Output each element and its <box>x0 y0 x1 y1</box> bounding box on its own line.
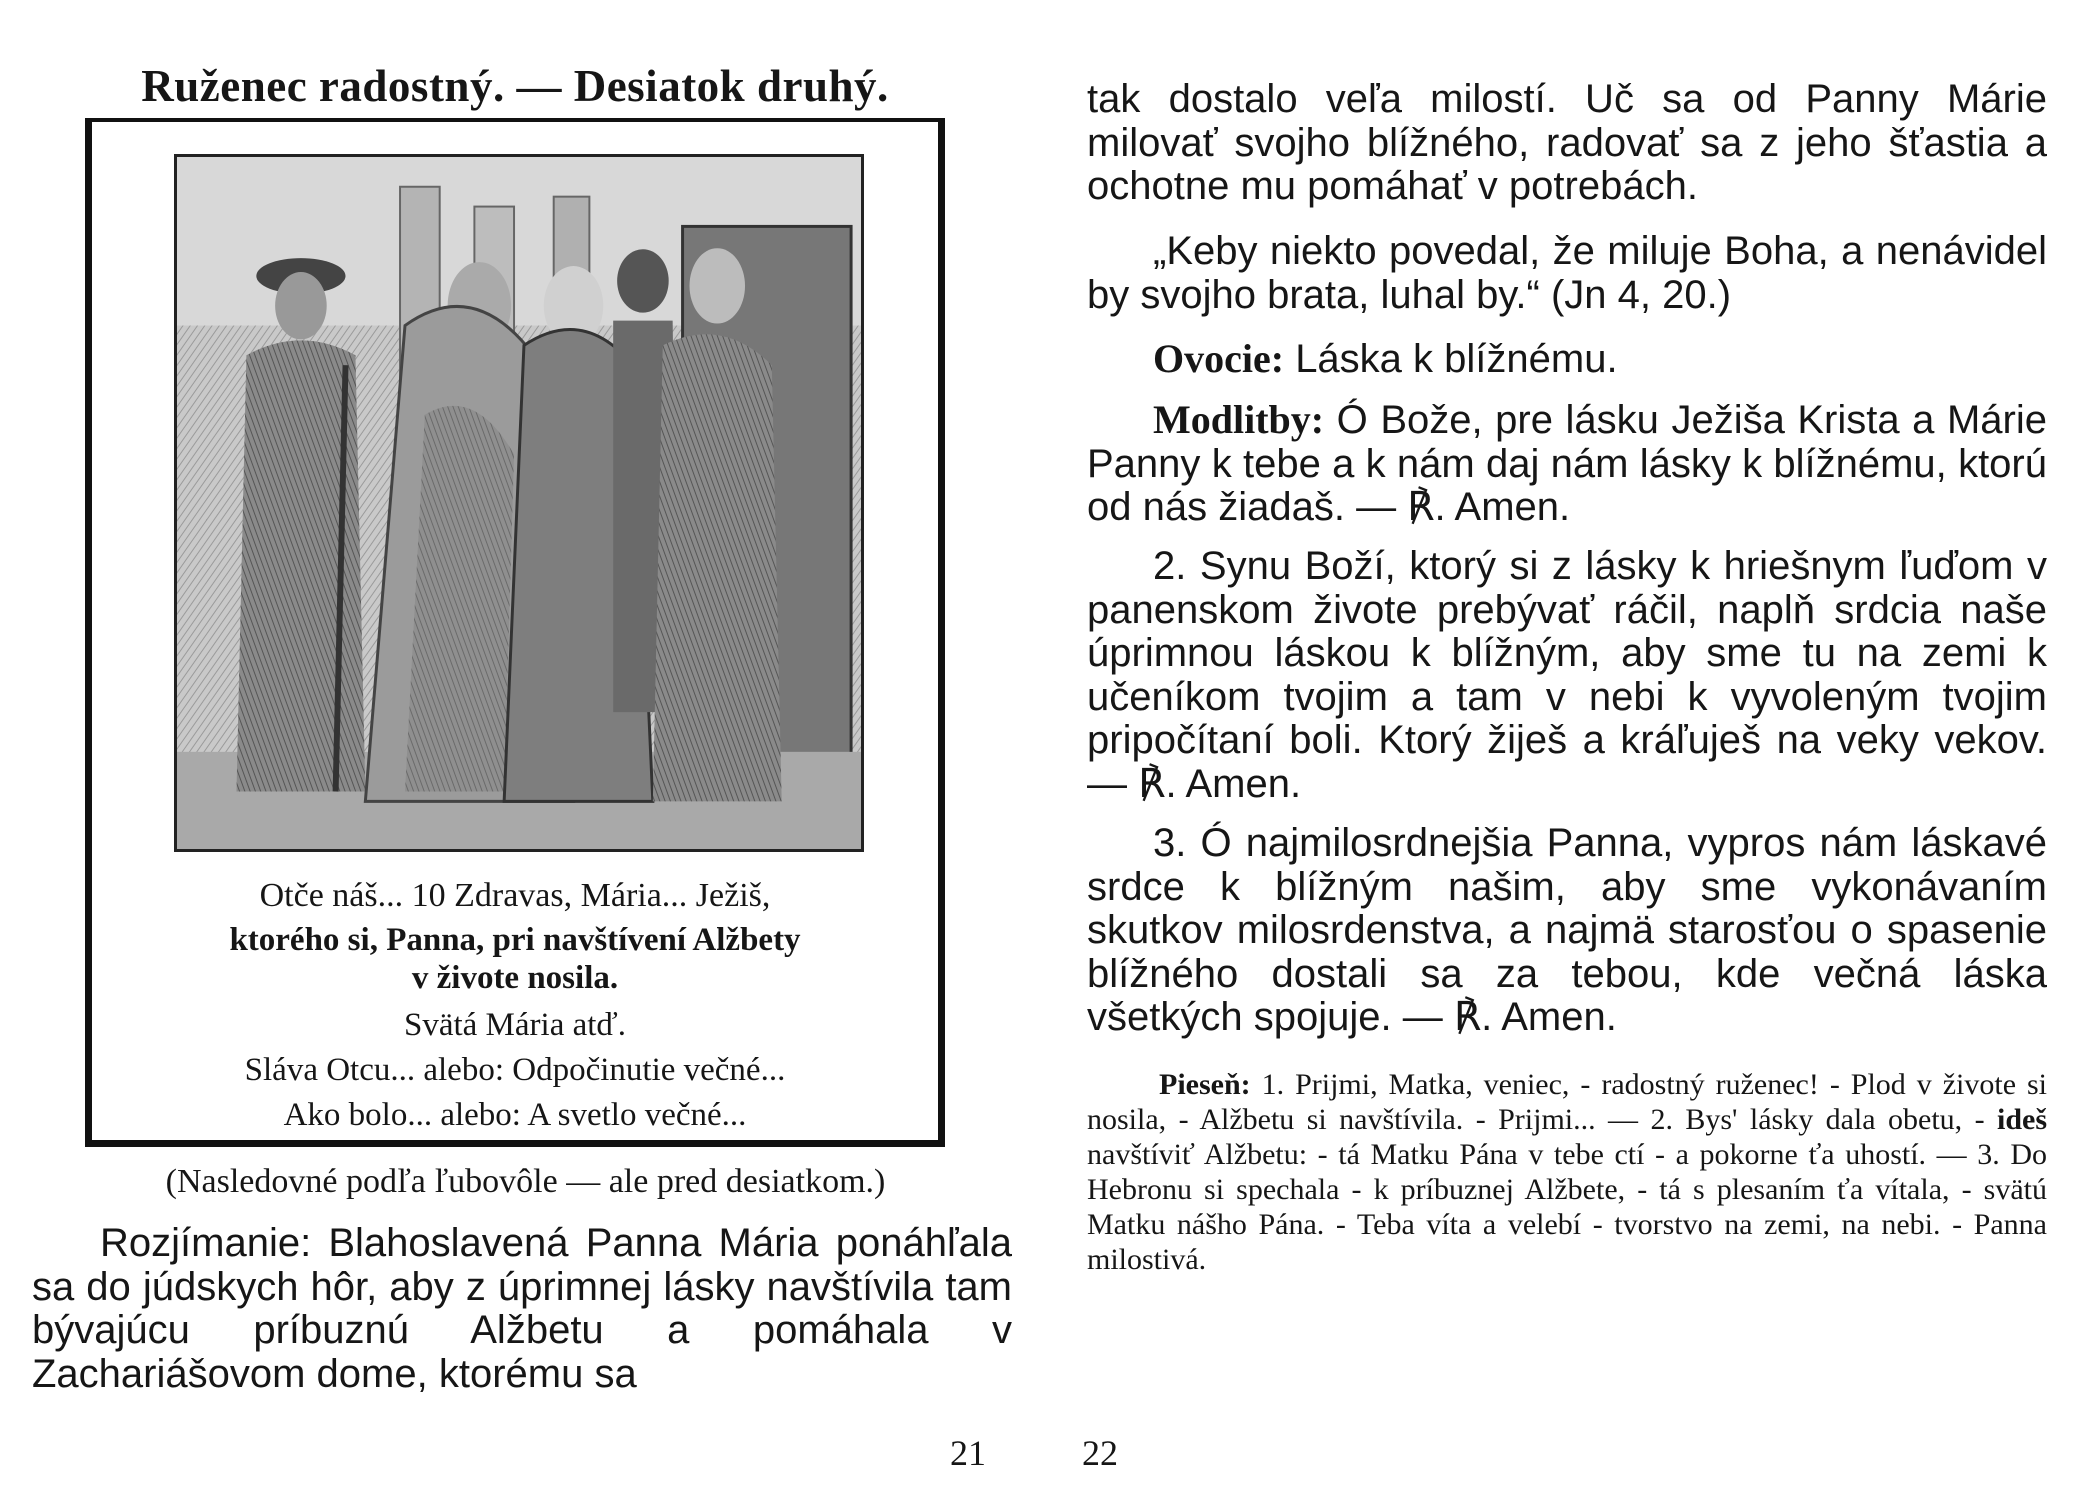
song-paragraph <box>1087 1067 2047 1277</box>
page-header: Ruženec radostný. — Desiatok druhý. <box>141 61 889 111</box>
visitation-illustration <box>174 154 864 852</box>
optional-note: (Nasledovné podľa ľubovôle — ale pred desiatkom.) <box>165 1163 886 1200</box>
fruit-paragraph <box>1087 337 2047 382</box>
fruit-label: Ovocie: <box>1153 336 1285 381</box>
song-text-2: navštíviť Alžbetu: - tá Matku Pána v tebe ctí - a pokorne ťa uhostí. — 3. Do Hebronu si spechala - k príbuznej Alžbete, - tá s plesaním ťa vítala, - svätú Matku nášho Pána. - Teba víta a velebí - tvorstvo na zemi, na nebi. - Panna milostivá. <box>1087 1138 2047 1276</box>
engraving-image <box>177 157 861 849</box>
continuation-paragraph: tak dostalo veľa milostí. Uč sa od Panny Márie milovať svojho blížného, radovať sa z jeho šťastia a ochotne mu pomáhať v potrebách. <box>1087 77 2047 208</box>
meditation-paragraph: Rozjímanie: Blahoslavená Panna Mária ponáhľala sa do júdskych hôr, aby z úprimnej lásky navštívila tam bývajúcu príbuznú Alžbetu a pomáhala v Zachariášovom dome, ktorému sa <box>32 1221 1012 1396</box>
prayer-box <box>85 122 945 1147</box>
prayer-1-text: Ó Bože, pre lásku Ježiša Krista a Márie Panny k tebe a k nám daj nám lásky k blížnému, ktorú od nás žiadaš. — ℟. Amen. <box>1087 398 2047 529</box>
right-page <box>1042 0 2084 1500</box>
page-number: 22 <box>1082 1433 1118 1473</box>
prayer-2-paragraph: 2. Synu Boží, ktorý si z lásky k hriešnym ľuďom v panenskom živote prebývať ráčil, naplň srdcia naše úprimnou láskou k blížným, aby sme tu na zemi k učeníkom tvojim a tam v nebi k vyvoleným tvojim pripočítaní boli. Ktorý žiješ a kráľuješ na veky vekov. — ℟. Amen. <box>1087 544 2047 806</box>
mystery-line-2: v živote nosila. <box>411 960 619 996</box>
prayers-label: Modlitby: <box>1153 397 1325 442</box>
holy-mary-line: Svätá Mária atď. <box>403 1007 626 1043</box>
song-bold-word: ideš <box>1996 1103 2047 1136</box>
as-it-was-line: Ako bolo... alebo: A svetlo večné... <box>283 1097 747 1133</box>
prayer-line: Otče náš... 10 Zdravas, Mária... Ježiš, <box>259 877 771 914</box>
scripture-quote: „Keby niekto povedal, že miluje Boha, a nenávidel by svojho brata, luhal by.“ (Jn 4, 20.) <box>1087 229 2047 317</box>
glory-line: Sláva Otcu... alebo: Odpočinutie večné... <box>244 1052 786 1088</box>
prayer-3-paragraph: 3. Ó najmilosrdnejšia Panna, vypros nám láskavé srdce k blížným našim, aby sme vykonávaním skutkov milosrdenstva, a najmä starosťou o spasenie blížného dostali sa za tebou, kde večná láska všetkých spojuje. — ℟. Amen. <box>1087 821 2047 1039</box>
page-number: 21 <box>950 1433 986 1473</box>
fruit-text: Láska k blížnému. <box>1295 337 1618 381</box>
prayer-1-paragraph <box>1087 398 2047 530</box>
song-label: Pieseň: <box>1159 1068 1251 1101</box>
mystery-line-1: ktorého si, Panna, pri navštívení Alžbety <box>229 922 801 958</box>
song-text-1: 1. Prijmi, Matka, veniec, - radostný ruženec! - Plod v živote si nosila, - Alžbetu si navštívila. - Prijmi... — 2. Bys' lásky dala obetu, - <box>1087 1068 2047 1136</box>
